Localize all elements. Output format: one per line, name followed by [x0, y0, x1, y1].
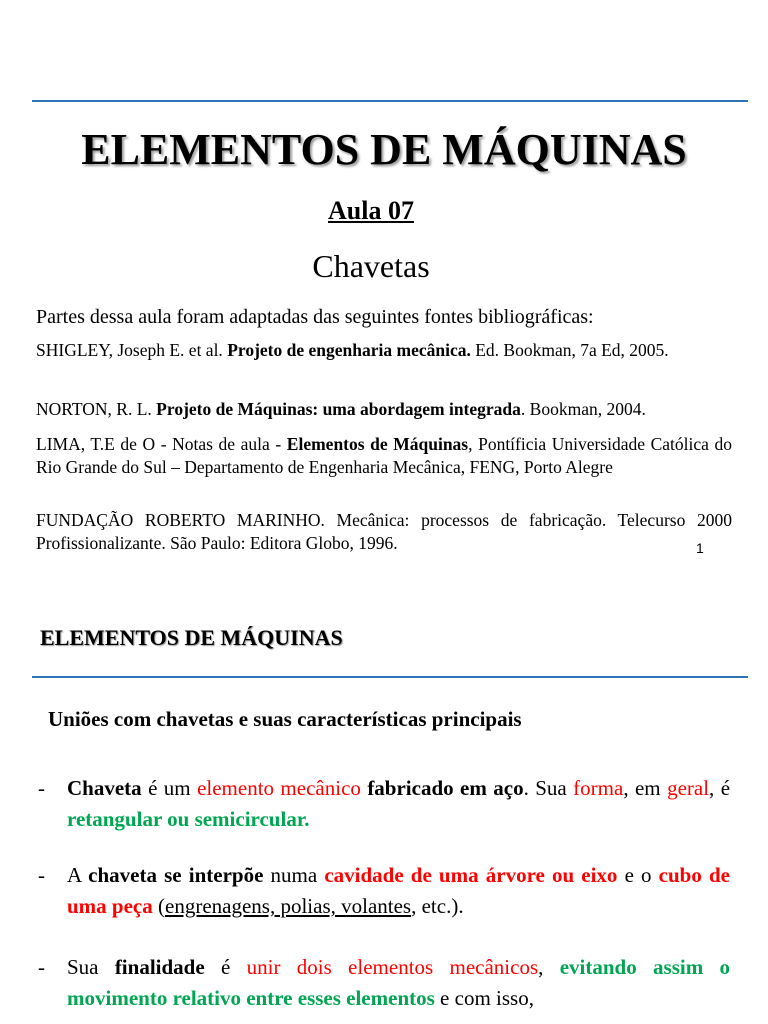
references-intro: Partes dessa aula foram adaptadas das seguintes fontes bibliográficas: — [36, 306, 594, 328]
list-item-interpoe — [38, 860, 730, 922]
list-item-finalidade — [38, 952, 730, 1014]
reference-norton: NORTON, R. L. Projeto de Máquinas: uma abordagem integrada. Bookman, 2004. — [36, 399, 646, 419]
lesson-topic: Chavetas — [312, 248, 430, 284]
slide-title: ELEMENTOS DE MÁQUINAS — [81, 125, 687, 174]
section-divider — [32, 676, 748, 678]
reference-fundacao: FUNDAÇÃO ROBERTO MARINHO. Mecânica: processos de fabricação. Telecurso 2000 Profissionalizante. São Paulo: Editora Globo, 1996. — [36, 510, 732, 553]
section-subtitle: Uniões com chavetas e suas características principais — [48, 707, 522, 731]
reference-shigley: SHIGLEY, Joseph E. et al. Projeto de engenharia mecânica. Ed. Bookman, 7a Ed, 2005. — [36, 340, 669, 360]
bullet-dash: - — [38, 863, 45, 887]
bullet-dash: - — [38, 776, 45, 800]
page-number: 1 — [696, 540, 704, 556]
bullet-dash: - — [38, 955, 45, 979]
list-item-chaveta — [38, 773, 730, 835]
bullet-text: Sua finalidade é unir dois elementos mecânicos, evitando assim o movimento relativo entre esses elementos e com isso, — [67, 955, 730, 1010]
bullet-text: Chaveta é um elemento mecânico fabricado em aço. Sua forma, em geral, é retangular ou semicircular. — [67, 776, 731, 831]
bullet-text: A chaveta se interpõe numa cavidade de uma árvore ou eixo e o cubo de uma peça (engrenagens, polias, volantes, etc.). — [67, 863, 730, 918]
lesson-number: Aula 07 — [328, 196, 414, 225]
reference-lima: LIMA, T.E de O - Notas de aula - Elementos de Máquinas, Pontíficia Universidade Católica do Rio Grande do Sul – Departamento de Engenharia Mecânica, FENG, Porto Alegre — [36, 434, 732, 477]
top-divider — [32, 100, 748, 102]
section-title: ELEMENTOS DE MÁQUINAS — [40, 625, 343, 650]
